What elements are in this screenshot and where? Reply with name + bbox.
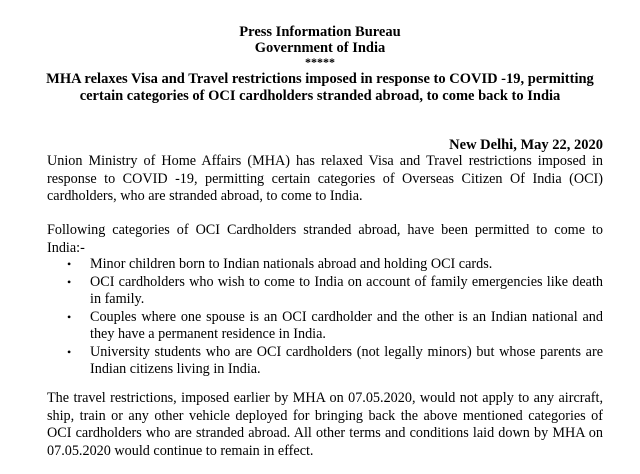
issuer-name: Press Information Bureau — [239, 24, 401, 40]
bullet-icon: • — [67, 344, 72, 359]
government-name: Government of India — [254, 40, 386, 56]
bullet-icon: • — [67, 257, 72, 271]
list-item — [47, 256, 603, 274]
list-item-text: University students who are OCI cardholders (not legally minors) but whose parents are Indian citizens living in India. — [90, 343, 603, 377]
separator-stars: ***** — [305, 55, 335, 69]
closing-paragraph: The travel restrictions, imposed earlier by MHA on 07.05.2020, would not apply to any aircraft, ship, train or any other vehicle deployed for bringing back the above mentioned categories of OCI cardholders who are stranded abroad. All other terms and conditions laid down by MHA on 07.05.2020 would continue to remain in effect. — [47, 390, 603, 459]
bullet-icon: • — [67, 309, 72, 324]
oci-categories-list — [47, 256, 603, 379]
list-item — [47, 309, 603, 344]
list-item-text: Minor children born to Indian nationals abroad and holding OCI cards. — [90, 256, 493, 272]
press-release-headline: MHA relaxes Visa and Travel restrictions imposed in response to COVID -19, permitting certain categories of OCI cardholders stranded abroad, to come back to India — [46, 71, 594, 104]
list-item-text: Couples where one spouse is an OCI cardholder and the other is an Indian national and they have a permanent residence in India. — [90, 308, 603, 342]
bullet-icon: • — [67, 274, 72, 289]
list-item — [47, 344, 603, 379]
list-item — [47, 274, 603, 309]
categories-intro-paragraph: Following categories of OCI Cardholders stranded abroad, have been permitted to come to India:- — [47, 222, 603, 256]
list-item-text: OCI cardholders who wish to come to India on account of family emergencies like death in family. — [90, 273, 603, 307]
intro-paragraph: Union Ministry of Home Affairs (MHA) has relaxed Visa and Travel restrictions imposed in response to COVID -19, permitting certain categories of Overseas Citizen Of India (OCI) cardholders, who are stranded abroad, to come to India. — [47, 153, 603, 204]
dateline: New Delhi, May 22, 2020 — [449, 137, 603, 153]
